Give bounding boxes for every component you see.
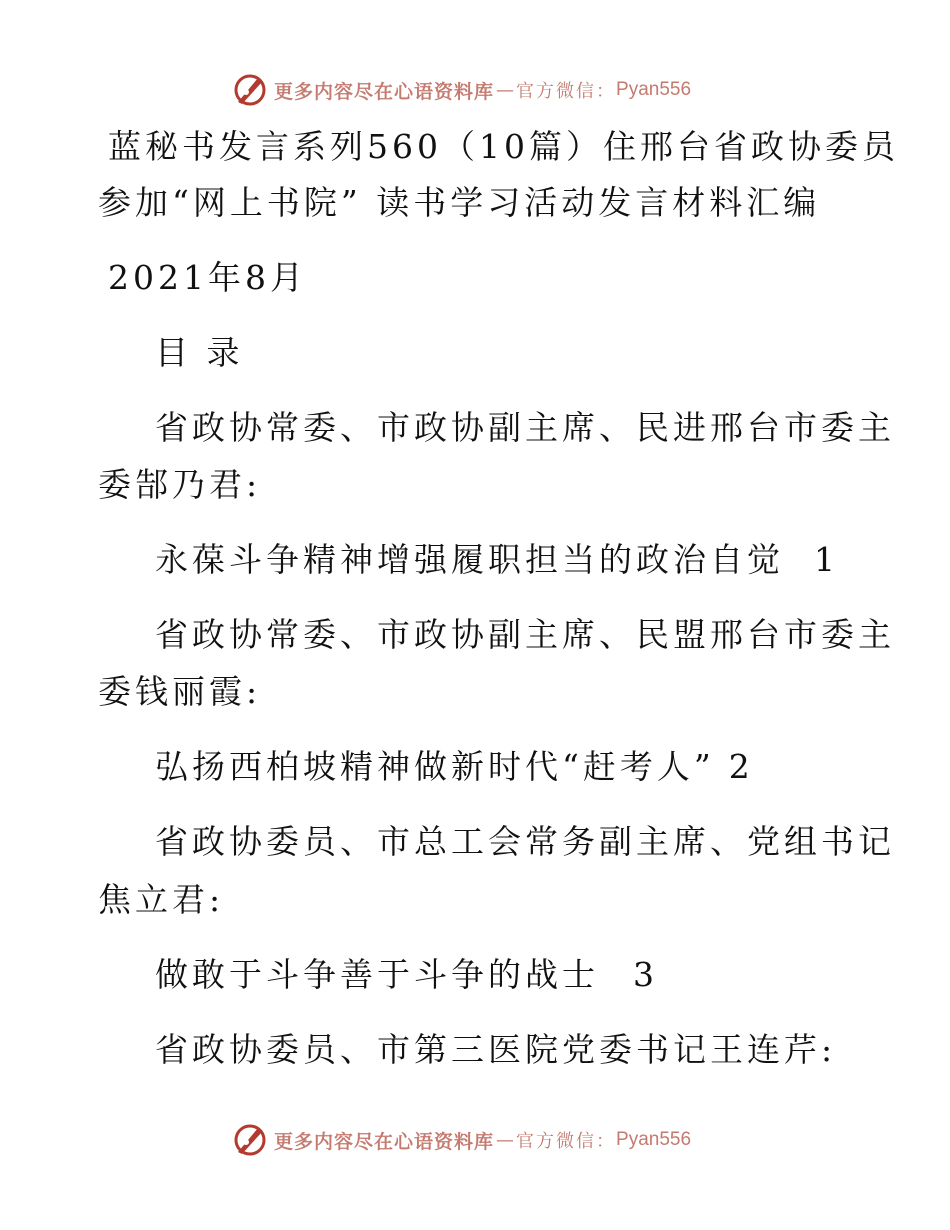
toc-speaker-3-line-2: 焦立君: <box>98 880 225 919</box>
toc-topic-1-title: 永葆斗争精神增强履职担当的政治自觉 <box>155 540 784 579</box>
watermark-banner-bottom <box>232 1120 691 1160</box>
red-seal-pen-icon <box>232 72 268 108</box>
toc-topic-2 <box>155 747 754 787</box>
watermark-brand: 更多内容尽在心语资料库 <box>274 1130 495 1153</box>
toc-topic-1 <box>155 540 839 580</box>
toc-speaker-1-line-1: 省政协常委、市政协副主席、民进邢台市委主 <box>155 408 895 447</box>
watermark-dash: — <box>496 79 515 101</box>
toc-topic-2-page: 2 <box>728 747 754 786</box>
toc-topic-3-page: 3 <box>633 955 658 994</box>
watermark-wechat-label: 官方微信： <box>516 1131 617 1152</box>
toc-speaker-2-line-2: 委钱丽霞: <box>98 672 262 711</box>
toc-speaker-4-line-1: 省政协委员、市第三医院党委书记王连芹: <box>155 1030 837 1069</box>
toc-topic-2-title: 弘扬西柏坡精神做新时代“赶考人” <box>155 747 715 786</box>
toc-topic-1-page: 1 <box>814 540 839 579</box>
title-line-1: 蓝秘书发言系列560（10篇）住邢台省政协委员 <box>108 127 899 166</box>
title-line-2: 参加“网上书院” 读书学习活动发言材料汇编 <box>98 183 821 222</box>
toc-topic-3-title: 做敢于斗争善于斗争的战士 <box>155 955 599 994</box>
document-date: 2021年8月 <box>108 258 307 297</box>
watermark-dash: — <box>496 1129 515 1151</box>
toc-speaker-3-line-1: 省政协委员、市总工会常务副主席、党组书记 <box>155 822 895 861</box>
red-seal-pen-icon <box>232 1122 268 1158</box>
watermark-brand: 更多内容尽在心语资料库 <box>274 80 495 103</box>
toc-speaker-1-line-2: 委郜乃君: <box>98 465 262 504</box>
toc-speaker-2-line-1: 省政协常委、市政协副主席、民盟邢台市委主 <box>155 615 895 654</box>
watermark-wechat-label: 官方微信： <box>516 81 617 102</box>
watermark-wechat-id: Pyan556 <box>616 79 692 100</box>
toc-heading: 目 录 <box>155 333 244 372</box>
toc-topic-3 <box>155 955 658 995</box>
watermark-wechat-id: Pyan556 <box>616 1129 692 1150</box>
watermark-banner-top <box>232 70 691 110</box>
